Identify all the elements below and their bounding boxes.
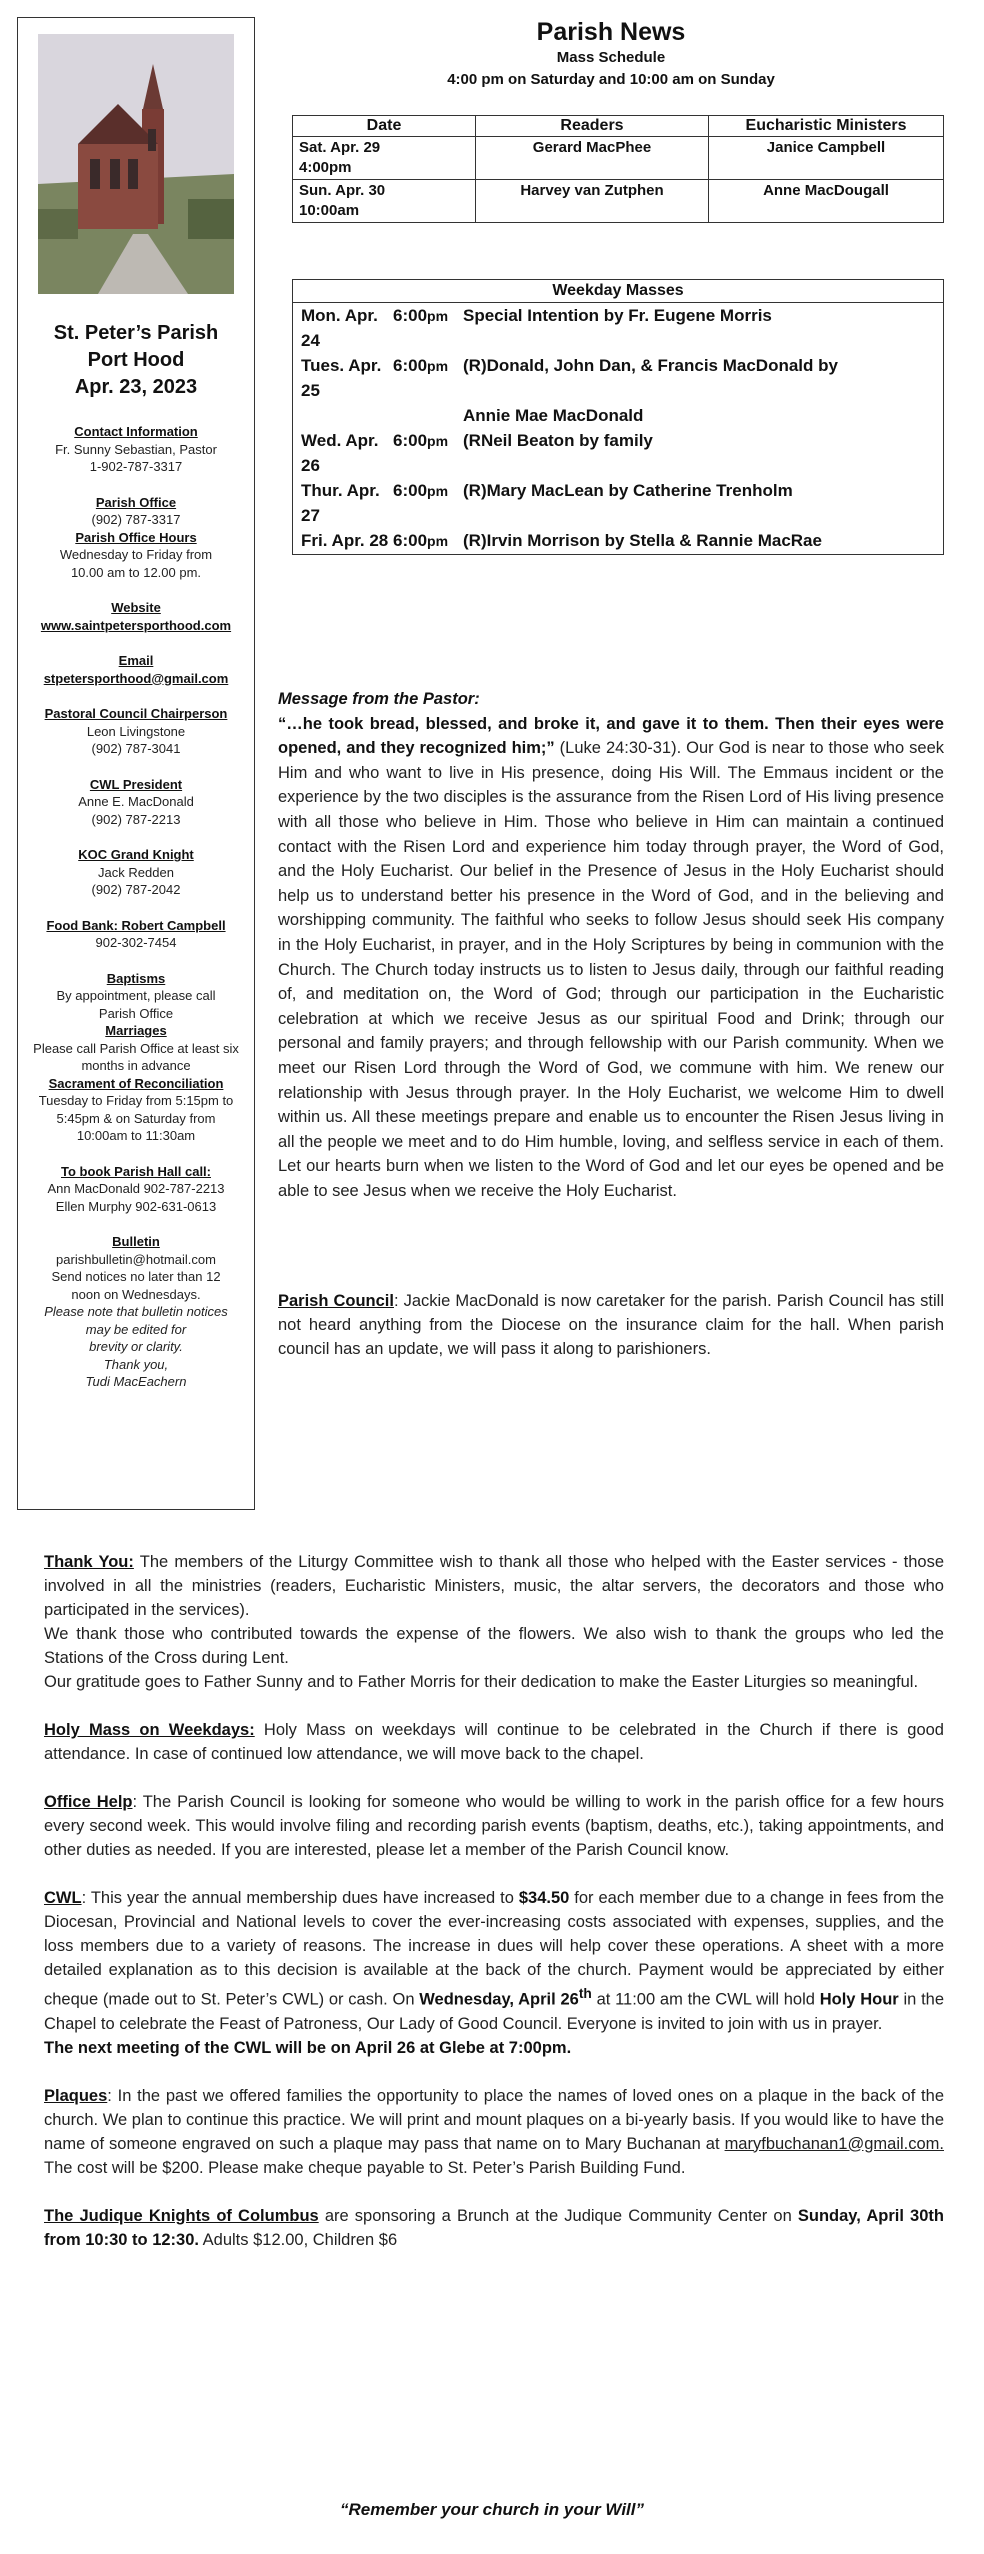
- marriages-line-2: months in advance: [81, 1058, 191, 1073]
- mass-time: [393, 428, 463, 478]
- koc-notice: [44, 2204, 944, 2252]
- list-item: [293, 428, 943, 478]
- mass-day: Wed. Apr. 26: [301, 431, 379, 475]
- mass-time: [393, 303, 463, 353]
- cwl-next-meeting: The next meeting of the CWL will be on April 26 at Glebe at 7:00pm.: [44, 2038, 572, 2057]
- mass-day: Fri. Apr. 28: [301, 531, 389, 550]
- council-heading: Pastoral Council Chairperson: [44, 706, 228, 721]
- plaques-notice: [44, 2084, 944, 2180]
- sidebar: [17, 17, 255, 1510]
- mass-intention: (R)Donald, John Dan, & Francis MacDonald by: [463, 356, 838, 375]
- mass-intention: Special Intention by Fr. Eugene Morris: [463, 306, 772, 325]
- baptisms-line-1: By appointment, please call: [56, 988, 216, 1003]
- baptisms-heading: Baptisms: [106, 970, 166, 986]
- koc-brunch-time: Sunday, April 30th from 10:30 to 12:30.: [44, 2206, 944, 2249]
- mass-time: [393, 353, 463, 403]
- mass-time: [393, 478, 463, 528]
- food-bank-heading: Food Bank: Robert Campbell: [46, 917, 226, 933]
- email-heading: Email: [118, 653, 154, 668]
- hall-contact-2: Ellen Murphy 902-631-0613: [55, 1198, 217, 1214]
- koc-heading: KOC Grand Knight: [78, 847, 194, 862]
- mass-time-value: 6:00: [393, 356, 428, 375]
- website-heading: Website: [111, 600, 161, 615]
- mass-time-suffix: pm: [427, 308, 449, 324]
- plaques-text: : In the past we offered families the opportunity to place the names of loved ones on a plaque in the back of the church. We plan to continue this practice. We will print and mount plaques on a bi-yearly basis. If you would like to have the name of someone engraved on such a plaque may pass that name on to Mary Buchanan at: [44, 2086, 944, 2153]
- col-header-readers: Readers: [476, 116, 709, 137]
- bulletin-heading: Bulletin: [112, 1234, 160, 1249]
- holy-mass-text: Holy Mass on weekdays will continue to be celebrated in the Church if there is good attendance. In case of continued low attendance, we will move back to the chapel.: [44, 1721, 944, 1763]
- ministers-cell: Anne MacDougall: [709, 180, 944, 223]
- pastor-message: [278, 687, 944, 1203]
- notices-section: [44, 1550, 944, 2252]
- date-line: Sat. Apr. 29: [299, 139, 381, 156]
- list-item: [293, 303, 943, 353]
- parish-place: Port Hood: [87, 349, 185, 371]
- pastor-message-quote: “…he took bread, blessed, and broke it, and gave it to them. Then their eyes were opened, and they recognized him;”: [278, 714, 944, 758]
- plaques-email-link[interactable]: maryfbuchanan1@gmail.com.: [724, 2134, 944, 2153]
- time-line: 10:00am: [299, 202, 360, 219]
- col-header-ministers: Eucharistic Ministers: [709, 116, 944, 137]
- contact-heading: Contact Information: [74, 424, 198, 439]
- parish-name: St. Peter’s Parish: [53, 322, 219, 344]
- table-row: [293, 180, 944, 223]
- list-item: [293, 528, 943, 554]
- list-item: [293, 478, 943, 528]
- readers-cell: Gerard MacPhee: [476, 137, 709, 180]
- mass-time: [393, 528, 463, 554]
- time-line: 4:00pm: [299, 159, 352, 176]
- cwl-label: CWL: [44, 1889, 82, 1907]
- plaques-text: The cost will be $200. Please make cheque payable to St. Peter’s Parish Building Fund.: [44, 2158, 686, 2177]
- bulletin-date: Apr. 23, 2023: [74, 376, 198, 398]
- reconciliation-line-2: 5:45pm & on Saturday from: [56, 1110, 216, 1126]
- council-phone: (902) 787-3041: [91, 741, 181, 756]
- weekday-masses-title: Weekday Masses: [293, 280, 943, 303]
- thank-you-gratitude: Our gratitude goes to Father Sunny and to Father Morris for their dedication to make the Easter Liturgies so meaningful.: [44, 1673, 919, 1691]
- parish-council-text: : Jackie MacDonald is now caretaker for the parish. Parish Council has still not heard anything from the Diocese on the insurance claim for the hall. When parish council has an update, we will pass it along to parishioners.: [278, 1292, 944, 1359]
- food-bank-phone: 902-302-7454: [95, 935, 177, 950]
- footer-tagline: “Remember your church in your Will”: [339, 2500, 645, 2519]
- mass-time-suffix: pm: [427, 358, 449, 374]
- cwl-text: in the Chapel to celebrate the Feast of Patroness, Our Lady of Good Council. Everyone is invited to join with us in prayer.: [44, 1990, 945, 2033]
- email-link[interactable]: stpetersporthood@gmail.com: [43, 670, 229, 686]
- list-item: [293, 353, 943, 403]
- office-heading: Parish Office: [95, 494, 177, 510]
- ministry-schedule-table: [292, 115, 944, 223]
- koc-name: Jack Redden: [98, 864, 174, 880]
- bulletin-note-3: brevity or clarity.: [89, 1339, 183, 1354]
- readers-cell: Harvey van Zutphen: [476, 180, 709, 223]
- hours-line-1: Wednesday to Friday from: [59, 547, 213, 562]
- date-cell: [293, 137, 476, 180]
- ministers-cell: Janice Campbell: [709, 137, 944, 180]
- mass-day: Tues. Apr. 25: [301, 356, 382, 400]
- main-column: [278, 0, 944, 1361]
- cwl-name: Anne E. MacDonald: [78, 794, 194, 809]
- thank-you-text: The members of the Liturgy Committee wish to thank all those who helped with the Easter services - those involved in all the ministries (readers, Eucharistic Ministers, music, the altar servers, the decorators and those who participated in the services).: [44, 1553, 944, 1619]
- mass-time-suffix: pm: [427, 483, 449, 499]
- pastor-message-body: (Luke 24:30-31). Our God is near to those who seek Him and who want to live in His presence, doing His Will. The Emmaus incident or the experience by the two disciples is the assurance from the Risen Lord of His living presence with all those who believe in Him. Those who believe in Him can maintain a continued contact with the Risen Lord and experience him today through prayer, the Word of God, and the Holy Eucharist. Our belief in the Presence of Jesus in the Holy Eucharist should help us to understand better his presence in the Word of God, and in the believing and worshipping community. The faithful who seeks to follow Jesus should seek His company in the Holy Eucharist, in prayer, and in the Holy Scriptures by being in communion with the Church. The Church today instructs us to listen to Jesus daily, through our faithful reading of, and meditation on, the Word of God; through our participation in the Eucharistic celebration at which we receive Jesus as our spiritual Food and Drink; through our personal and family prayers; and through fellowship with our Parish community. When we meet our Risen Lord through the Word of God, we commune with him. We renew our relationship with Jesus through prayer. In the Holy Eucharist, we welcome Him to dwell within us. All these meetings prepare and enable us to encounter the Risen Jesus living in all the people we meet and to do Him humble, loving, and selfless service in each of them. Let our hearts burn when we listen to the Word of God and let our eyes be opened and be able to see Jesus when we receive the Holy Eucharist.: [278, 739, 945, 1200]
- parish-council-label: Parish Council: [278, 1292, 394, 1311]
- bulletin-line-1: Send notices no later than 12: [51, 1269, 221, 1284]
- reconciliation-heading: Sacrament of Reconciliation: [48, 1075, 224, 1091]
- mass-time-value: 6:00: [393, 481, 428, 500]
- thank-you-flowers: We thank those who contributed towards the expense of the flowers. We also wish to thank the groups who led the Stations of the Cross during Lent.: [44, 1625, 944, 1667]
- mass-intention: (RNeil Beaton by family: [463, 431, 653, 450]
- thank-you-label: Thank You:: [44, 1553, 134, 1571]
- contact-pastor: Fr. Sunny Sebastian, Pastor: [55, 441, 217, 457]
- cwl-text: at 11:00 am the CWL will hold: [591, 1990, 820, 2009]
- date-line: Sun. Apr. 30: [299, 182, 386, 199]
- hall-heading: To book Parish Hall call:: [60, 1163, 211, 1179]
- reconciliation-line-3: 10:00am to 11:30am: [76, 1128, 196, 1143]
- thank-you-notice: [44, 1550, 944, 1622]
- website-link[interactable]: www.saintpetersporthood.com: [40, 617, 232, 633]
- date-cell: [293, 180, 476, 223]
- mass-schedule-label: Mass Schedule: [556, 49, 666, 66]
- hours-line-2: 10.00 am to 12.00 pm.: [70, 564, 202, 580]
- holy-mass-label: Holy Mass on Weekdays:: [44, 1721, 255, 1739]
- office-phone: (902) 787-3317: [91, 512, 181, 527]
- mass-time-suffix: pm: [427, 533, 449, 549]
- mass-time-value: 6:00: [393, 531, 428, 550]
- bulletin-email[interactable]: parishbulletin@hotmail.com: [56, 1251, 216, 1267]
- council-name: Leon Livingstone: [86, 723, 186, 739]
- church-photo: [38, 34, 234, 294]
- marriages-line-1: Please call Parish Office at least six: [33, 1040, 239, 1056]
- bulletin-note-4: Thank you,: [103, 1356, 169, 1372]
- marriages-heading: Marriages: [105, 1023, 167, 1038]
- mass-day: Thur. Apr. 27: [301, 481, 380, 525]
- cwl-holy-hour: Holy Hour: [819, 1990, 899, 2009]
- mass-time-value: 6:00: [393, 306, 428, 325]
- parish-council-notice: [278, 1289, 944, 1361]
- holy-mass-notice: [44, 1718, 944, 1766]
- mass-intention: (R)Mary MacLean by Catherine Trenholm: [463, 481, 793, 500]
- contact-phone: 1-902-787-3317: [89, 459, 183, 474]
- koc-label: The Judique Knights of Columbus: [44, 2206, 319, 2225]
- office-help-label: Office Help: [44, 1793, 133, 1811]
- bulletin-note-2: may be edited for: [85, 1321, 187, 1337]
- bulletin-line-2: noon on Wednesdays.: [71, 1286, 201, 1302]
- hours-heading: Parish Office Hours: [75, 529, 197, 545]
- cwl-dues-amount: $34.50: [518, 1889, 570, 1907]
- list-item-continuation: Annie Mae MacDonald: [463, 406, 644, 425]
- col-header-date: Date: [293, 116, 476, 137]
- reconciliation-line-1: Tuesday to Friday from 5:15pm to: [38, 1093, 234, 1108]
- cwl-holy-hour-date: Wednesday, April 26: [419, 1990, 579, 2009]
- koc-prices: Adults $12.00, Children $6: [198, 2230, 398, 2249]
- cwl-heading: CWL President: [89, 776, 183, 792]
- page-title: Parish News: [536, 18, 686, 46]
- bulletin-signature: Tudi MacEachern: [85, 1374, 187, 1389]
- koc-phone: (902) 787-2042: [91, 882, 181, 897]
- cwl-text: : This year the annual membership dues have increased to: [81, 1889, 519, 1907]
- baptisms-line-2: Parish Office: [98, 1005, 174, 1021]
- weekday-masses-box: [292, 279, 944, 555]
- office-help-text: : The Parish Council is looking for someone who would be willing to work in the parish office for a few hours every second week. This would involve filing and recording parish events (baptism, deaths, etc.), taking appointments, and other duties as needed. If you are interested, please let a member of the Parish Council know.: [44, 1793, 944, 1859]
- mass-day: Mon. Apr. 24: [301, 306, 378, 350]
- mass-intention: (R)Irvin Morrison by Stella & Rannie MacRae: [463, 531, 822, 550]
- pastor-message-heading: Message from the Pastor:: [278, 690, 480, 708]
- cwl-phone: (902) 787-2213: [91, 811, 181, 827]
- table-row: [293, 137, 944, 180]
- mass-time-value: 6:00: [393, 431, 428, 450]
- mass-time-suffix: pm: [427, 433, 449, 449]
- office-help-notice: [44, 1790, 944, 1862]
- table-header-row: [293, 116, 944, 137]
- bulletin-note-1: Please note that bulletin notices: [44, 1304, 228, 1319]
- cwl-text: for each member due to a change in fees from the Diocesan, Provincial and National levels to cover the ever-increasing costs associated with expenses, supplies, and the loss members due to a variety of reasons. The increase in dues will help cover these operations. A sheet with a more detailed explanation as to this decision is available at the back of the church. Payment would be appreciated by either cheque (made out to St. Peter’s CWL) or cash. On: [44, 1889, 944, 2009]
- cwl-date-suffix: th: [578, 1986, 592, 2001]
- koc-text: are sponsoring a Brunch at the Judique Community Center on: [318, 2206, 798, 2225]
- hall-contact-1: Ann MacDonald 902-787-2213: [47, 1181, 225, 1196]
- cwl-notice: [44, 1886, 944, 2036]
- plaques-label: Plaques: [44, 2086, 108, 2105]
- mass-schedule-times: 4:00 pm on Saturday and 10:00 am on Sunday: [447, 71, 775, 88]
